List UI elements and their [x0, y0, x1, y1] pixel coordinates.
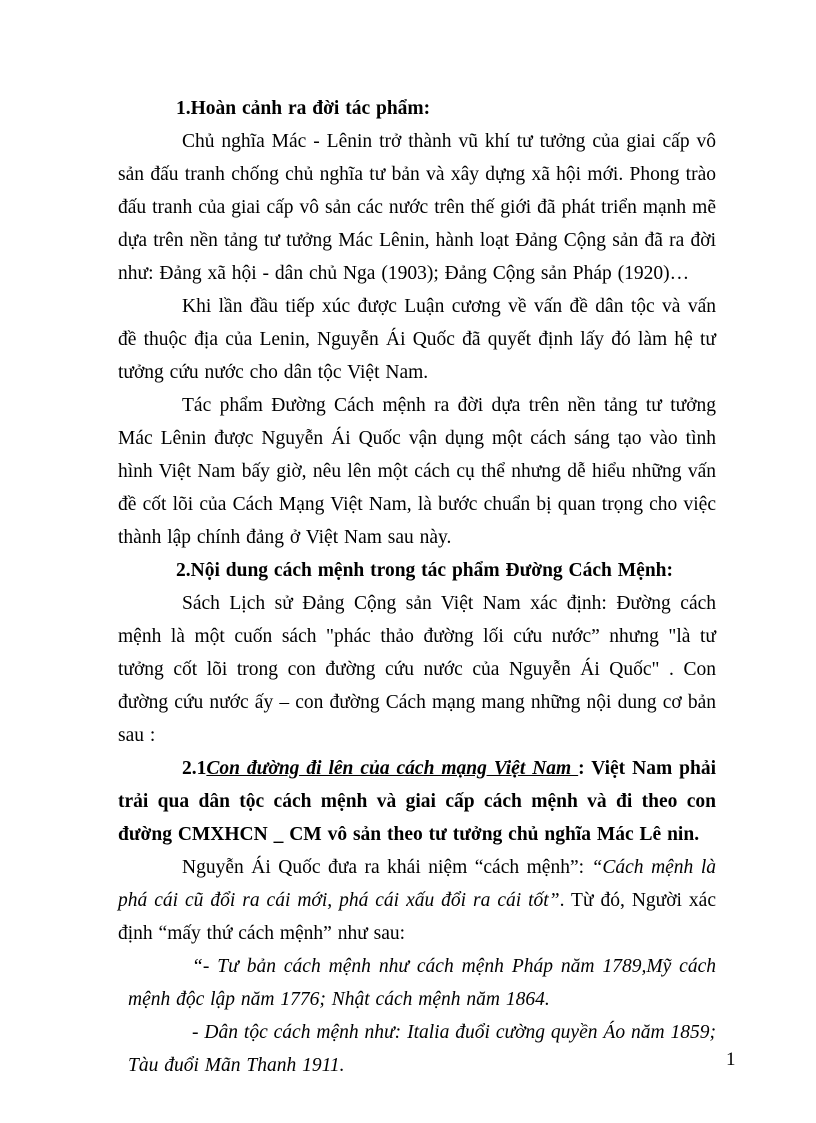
heading-2: 2.Nội dung cách mệnh trong tác phẩm Đường Cách Mệnh:	[176, 560, 674, 581]
paragraph-5	[118, 851, 716, 950]
heading-1: 1.Hoàn cảnh ra đời tác phẩm:	[176, 98, 431, 119]
section-2-1-text: : Việt Nam phải trải qua dân tộc cách mệnh và giai cấp cách mệnh và đi theo con đường CMXHCN _ CM vô sản theo tư tưởng chủ nghĩa Mác Lê nin.	[118, 758, 716, 845]
paragraph-5-lead: Nguyễn Ái Quốc đưa ra khái niệm “cách mệnh”:	[182, 857, 592, 878]
paragraph-3: Tác phẩm Đường Cách mệnh ra đời dựa trên nền tảng tư tưởng Mác Lênin được Nguyễn Ái Quốc vận dụng một cách sáng tạo vào tình hình Việt Nam bấy giờ, nêu lên một cách cụ thể nhưng dễ hiểu những vấn đề cốt lõi của Cách Mạng Việt Nam, là bước chuẩn bị quan trọng cho việc thành lập chính đảng ở Việt Nam sau này.	[118, 395, 716, 548]
page-number: 1	[726, 1049, 736, 1070]
paragraph-5-quote: “Cách mệnh là phá cái cũ đổi ra cái mới, phá cái xấu đổi ra cái tốt”	[118, 857, 716, 911]
paragraph-2: Khi lần đầu tiếp xúc được Luận cương về vấn đề dân tộc và vấn đề thuộc địa của Lenin, Nguyễn Ái Quốc đã quyết định lấy đó làm hệ tư tưởng cứu nước cho dân tộc Việt Nam.	[118, 296, 716, 383]
paragraph-5-tail: . Từ đó, Người xác định “mấy thứ cách mệnh” như sau:	[118, 890, 716, 944]
paragraph-4: Sách Lịch sử Đảng Cộng sản Việt Nam xác định: Đường cách mệnh là một cuốn sách "phác thảo đường lối cứu nước” nhưng "là tư tưởng cốt lõi trong con đường cứu nước của Nguyễn Ái Quốc" . Con đường cứu nước ấy – con đường Cách mạng mang những nội dung cơ bản sau :	[118, 593, 716, 746]
paragraph-1: Chủ nghĩa Mác - Lênin trở thành vũ khí tư tưởng của giai cấp vô sản đấu tranh chống chủ nghĩa tư bản và xây dựng xã hội mới. Phong trào đấu tranh của giai cấp vô sản các nước trên thế giới đã phát triển mạnh mẽ dựa trên nền tảng tư tưởng Mác Lênin, hành loạt Đảng Cộng sản đã ra đời như: Đảng xã hội - dân chủ Nga (1903); Đảng Cộng sản Pháp (1920)…	[118, 131, 716, 284]
content-area	[118, 92, 716, 1082]
quote-paragraph-1: “- Tư bản cách mệnh như cách mệnh Pháp năm 1789,Mỹ cách mệnh độc lập năm 1776; Nhật cách mệnh năm 1864.	[128, 956, 716, 1010]
quote-paragraph-2: - Dân tộc cách mệnh như: Italia đuổi cường quyền Áo năm 1859; Tàu đuổi Mãn Thanh 1911.	[128, 1022, 716, 1076]
section-2-1-title: Con đường đi lên của cách mạng Việt Nam	[206, 758, 579, 779]
section-2-1-number: 2.1	[182, 758, 207, 779]
section-2-1-heading	[118, 752, 716, 851]
